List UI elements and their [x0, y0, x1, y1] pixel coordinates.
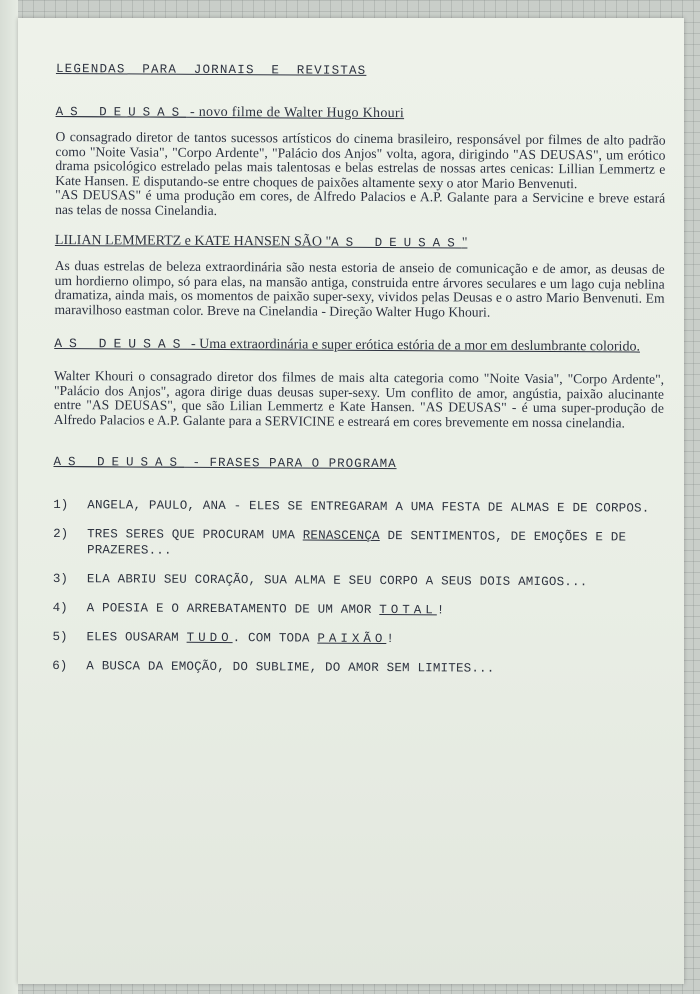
list-item — [53, 600, 663, 620]
section-1-title — [56, 104, 666, 124]
list-item-text — [87, 600, 663, 620]
list-item — [53, 571, 663, 591]
section-1-title-spaced: AS DEUSAS — [55, 104, 187, 120]
list-item-text-mid: . COM TODA — [232, 631, 318, 646]
list-item-text: ANGELA, PAULO, ANA - ELES SE ENTREGARAM A UMA FESTA DE ALMAS E DE CORPOS. — [87, 498, 650, 516]
list-item-number: 2) — [53, 526, 69, 542]
list-item-emphasis-2: PAIXÃO — [317, 631, 387, 647]
section-1-title-rest: - novo filme de Walter Hugo Khouri — [186, 104, 405, 122]
section-4-title — [54, 455, 664, 473]
document-page — [18, 18, 684, 984]
list-item — [53, 497, 663, 517]
list-item — [52, 658, 662, 678]
list-item-text: A BUSCA DA EMOÇÃO, DO SUBLIME, DO AMOR SEM LIMITES... — [86, 659, 495, 676]
list-item-number: 6) — [52, 658, 68, 674]
section-2-title-spaced: AS DEUSAS — [331, 235, 462, 251]
program-phrases-list — [52, 497, 663, 678]
list-item-text-post: DE SENTIMENTOS, DE EMOÇÕES E DE PRAZERES... — [86, 528, 627, 558]
section-3-title-rest: - Uma extraordinária e super erótica estória de a mor em deslumbrante colorido. — [187, 336, 641, 355]
section-novo-filme — [55, 104, 666, 221]
paper-fold — [0, 0, 18, 994]
section-2-title-part2: " — [461, 235, 468, 251]
list-item-number: 1) — [53, 497, 69, 513]
section-2-paragraph: As duas estrelas de beleza extraordinária são nesta estoria de anseio de comunicação e de amor, as deusas de um hordierno olimpo, só para elas, na mansão antiga, construida entre árvores seculares e um lago cuja neblina dramatiza, ainda mais, os momentos de paixão super-sexy, vividos pelas Deusas e o astro Mario Benvenuti. Em maravilhoso eastman color. Breve na Cinelandia - Direção Walter Hugo Khouri. — [54, 257, 665, 320]
list-item-text-pre: TRES SERES QUE PROCURAM UMA — [87, 527, 303, 543]
section-lilian-kate — [54, 233, 665, 321]
section-extraordinaria — [54, 333, 665, 431]
page-title: LEGENDAS PARA JORNAIS E REVISTAS — [55, 62, 367, 78]
section-1-paragraph: "AS DEUSAS" é uma produção em cores, de Alfredo Palacios e A.P. Galante para a Servicine e breve estará nas telas de nossa Cinelandia. — [55, 186, 666, 218]
list-item-text — [86, 629, 662, 649]
list-item-text: ELA ABRIU SEU CORAÇÃO, SUA ALMA E SEU CORPO A SEUS DOIS AMIGOS... — [86, 572, 588, 590]
list-item-emphasis: TOTAL — [379, 602, 437, 618]
section-2-title — [55, 233, 665, 253]
list-item-number: 4) — [52, 600, 68, 616]
section-1-body — [55, 130, 666, 221]
list-item-text-pre: A POESIA E O ARREBATAMENTO DE UM AMOR — [86, 601, 380, 617]
section-frases-programa — [52, 455, 663, 678]
document-content — [52, 62, 666, 691]
section-2-body — [54, 259, 664, 321]
section-1-paragraph: O consagrado diretor de tantos sucessos artísticos do cinema brasileiro, responsável por filmes de alto padrão como "Noite Vasia", "Corpo Ardente", "Palácio dos Anjos" volta, agora, dirigindo "AS DEUSAS", um erótico drama psicológico estrelado pelas mais talentosas e belas estrelas de nossas artes cenicas: Lillian Lemmertz e Kate Hansen. E disputando-se entre choques de paixões altamente sexy o ator Mario Benvenuti. — [55, 128, 666, 191]
list-item-emphasis: TUDO — [186, 630, 233, 646]
list-item-number: 5) — [52, 629, 68, 645]
section-4-title-rest: - FRASES PARA O PROGRAMA — [184, 455, 397, 472]
list-item — [52, 629, 662, 649]
list-item-text-post: ! — [386, 632, 395, 647]
list-item — [53, 526, 663, 562]
section-4-title-spaced: AS DEUSAS — [53, 454, 185, 470]
section-2-title-part1: LILIAN LEMMERTZ e KATE HANSEN SÃO " — [54, 232, 332, 250]
list-item-number: 3) — [52, 571, 68, 587]
list-item-text — [87, 526, 663, 562]
section-3-title — [54, 333, 664, 359]
section-3-title-spaced: AS DEUSAS — [54, 335, 188, 352]
section-3-body — [54, 369, 664, 431]
list-item-emphasis: RENASCENÇA — [302, 528, 380, 543]
list-item-text-pre: ELES OUSARAM — [86, 630, 187, 645]
list-item-text-post: ! — [436, 603, 445, 618]
section-3-paragraph: Walter Khouri o consagrado diretor dos filmes de mais alta categoria como "Noite Vasia", "Corpo Ardente", "Palácio dos Anjos", agora dirige duas deusas super-sexy. Um conflito de amor, angústia, paixão alucinante entre "AS DEUSAS", que são Lilian Lemmertz e Kate Hansen. "AS DEUSAS" - é uma super-produção de Alfredo Palacios e A.P. Galante para a SERVICINE e estreará em cores brevemente em nossa cinelandia. — [53, 367, 665, 430]
